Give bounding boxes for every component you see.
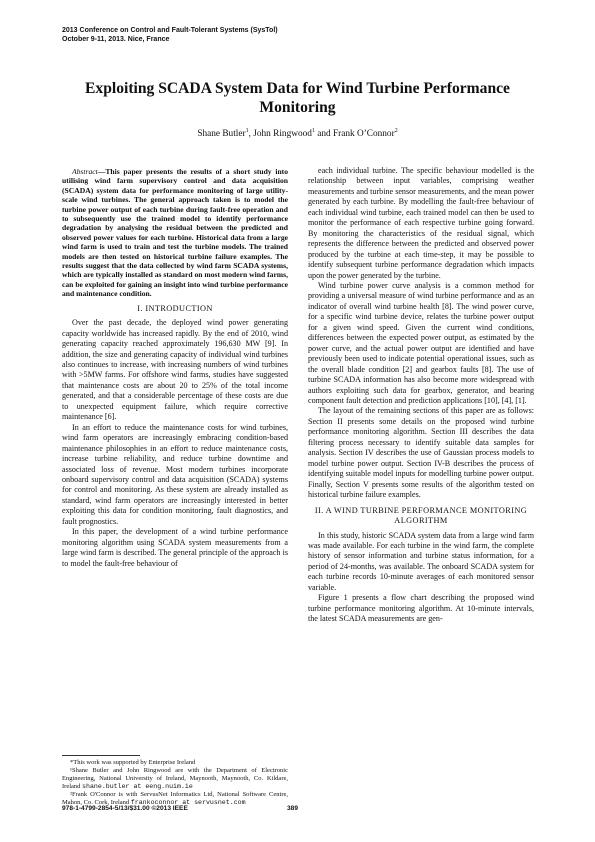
- footnote-rule: [62, 755, 140, 756]
- affiliation-mark: 1: [245, 128, 249, 134]
- affiliation-mark: 2: [394, 128, 398, 134]
- author-email: shane.butler at eeng.nuim.ie: [82, 783, 193, 791]
- paper-title: Exploiting SCADA System Data for Wind Turbine Performance Monitoring: [85, 80, 510, 116]
- section-heading-introduction: I. INTRODUCTION: [137, 303, 213, 313]
- body-paragraph: Over the past decade, the deployed wind power generating capacity worldwide has increased rapidly. By the end of 2010, wind generating capacity reached approximately 196,630 MW [9]. In addition, the size and generating capacity of individual wind turbines also continues to increase, with increasing numbers of wind turbines with >5MW farms. For offshore wind farms, studies have suggested that maintenance costs are about 20 to 25% of the total income generated, and that a considerable percentage of these costs are due to unexpected equipment failure, which require corrective maintenance [6].: [62, 318, 288, 422]
- conference-header: [62, 26, 278, 44]
- footnote-text: ¹Shane Butler and John Ringwood are with the Department of Electronic Engineering, National University of Ireland, Maynooth, Maynooth, Co. Kildare, Ireland: [62, 767, 288, 791]
- right-column: [308, 166, 534, 625]
- conference-name: 2013 Conference on Control and Fault-Tolerant Systems (SysTol): [62, 27, 278, 34]
- isbn-copyright: 978-1-4799-2854-5/13/$31.00 ©2013 IEEE: [62, 805, 188, 812]
- footnote-affiliation-1: [62, 767, 288, 791]
- author-name: Shane Butler: [197, 129, 246, 140]
- body-paragraph: Wind turbine power curve analysis is a common method for providing a universal measure of wind turbine performance and as an indicator of overall wind turbine health [8]. The wind power curve, for a specific wind turbine device, relates the turbine power output for a given wind speed. Given the current wind conditions, differences between the expected power output, as estimated by the power curve, and the actual power output are identified and have previously been used to indicate potential operational issues, such as the overall blade condition [2] and gearbox faults [8]. The use of turbine SCADA information has also become more widespread with authors exploiting such data for gearbox, generator, and bearing component fault detection and prediction applications [10], [4], [1].: [308, 280, 534, 405]
- footnote-text: ²Frank O'Connor is with ServusNet Informatics Ltd, National Software Centre, Mahon, Co. Cork, Ireland: [62, 791, 288, 807]
- body-paragraph: In this study, historic SCADA system data from a large wind farm was made available. For each turbine in the wind farm, the complete history of sensor information and turbine status information, for a period of 24-months, was available. The onboard SCADA system for each turbine records 10-minute averages of each monitored sensor variable.: [308, 530, 534, 592]
- page-number: 389: [287, 805, 299, 812]
- abstract-text: —This paper presents the results of a short study into utilising wind farm supervisory control and data acquisition (SCADA) system data for performance monitoring of large utility-scale wind turbines. The general approach taken is to model the turbine power output of each turbine during fault-free operation and to subsequently use the trained model to identify performance degradation by analysing the residual between the predicted and observed power values for each turbine. Historical data from a large wind farm is used to train and test the turbine models. The trained models are then tested on historical turbine failure examples. The results suggest that the data collected by wind farm SCADA systems, which are typically installed as standard on most modern wind farms, can be exploited for gaining an insight into wind turbine performance and maintenance condition.: [62, 167, 288, 299]
- abstract-lead: Abstract: [72, 167, 98, 176]
- affiliation-mark: 1: [311, 128, 315, 134]
- author-email: frankoconnor at servusnet.com: [130, 799, 246, 807]
- body-paragraph: In an effort to reduce the maintenance costs for wind turbines, wind farm operators are increasingly embracing condition-based maintenance philosophies in an effort to reduce maintenance costs, increase turbine reliability, and reduce turbine downtime and associated loss of revenue. Most modern turbines incorporate onboard supervisory control and data acquisition (SCADA) systems for control and monitoring. As these system are already installed as standard, wind farm operators are increasingly interested in better exploiting this data for condition monitoring, fault diagnostics, and fault prognostics.: [62, 422, 288, 526]
- abstract: [62, 167, 288, 299]
- body-paragraph: Figure 1 presents a flow chart describing the proposed wind turbine performance monitoring algorithm. At 10-minute intervals, the latest SCADA measurements are gen-: [308, 593, 534, 624]
- body-paragraph: The layout of the remaining sections of this paper are as follows: Section II presents some details on the proposed wind turbine performance monitoring algorithm. Section III describes the data filtering process necessary to identify suitable data samples for analysis. Section IV describes the use of Gaussian process models to model turbine power output. Section IV-B describes the process of identifying suitable model inputs for modelling turbine power output. Finally, Section V presents some results of the algorithm tested on historical turbine failure examples.: [308, 406, 534, 500]
- body-paragraph: each individual turbine. The specific behaviour modelled is the relationship between input variables, comprising weather measurements and turbine sensor measurements, and the mean power generated by each turbine. By modelling the fault-free behaviour of each individual wind turbine, each trained model can then be used to monitor the performance of each respective turbine going forward. By monitoring the characteristics of the residual signal, which represents the difference between the predicted and observed power produced by the turbine at each time-step, it may be possible to identify subsequent turbine performance degradation which impacts upon the power generated by the turbine.: [308, 166, 534, 280]
- footnotes: [62, 755, 288, 808]
- conference-date-location: October 9-11, 2013. Nice, France: [62, 36, 170, 43]
- author-list: [62, 128, 533, 139]
- left-column: [62, 167, 288, 569]
- section-heading-algorithm: II. A WIND TURBINE PERFORMANCE MONITORING ALGORITHM: [314, 505, 528, 525]
- author-name: and Frank O’Connor: [314, 129, 395, 140]
- author-name: , John Ringwood: [248, 129, 312, 140]
- footnote-funding: *This work was supported by Enterprise Ireland: [70, 759, 196, 766]
- body-paragraph: In this paper, the development of a wind turbine performance monitoring algorithm using SCADA system measurements from a large wind farm is described. The general principle of the approach is to model the fault-free behaviour of: [62, 527, 288, 568]
